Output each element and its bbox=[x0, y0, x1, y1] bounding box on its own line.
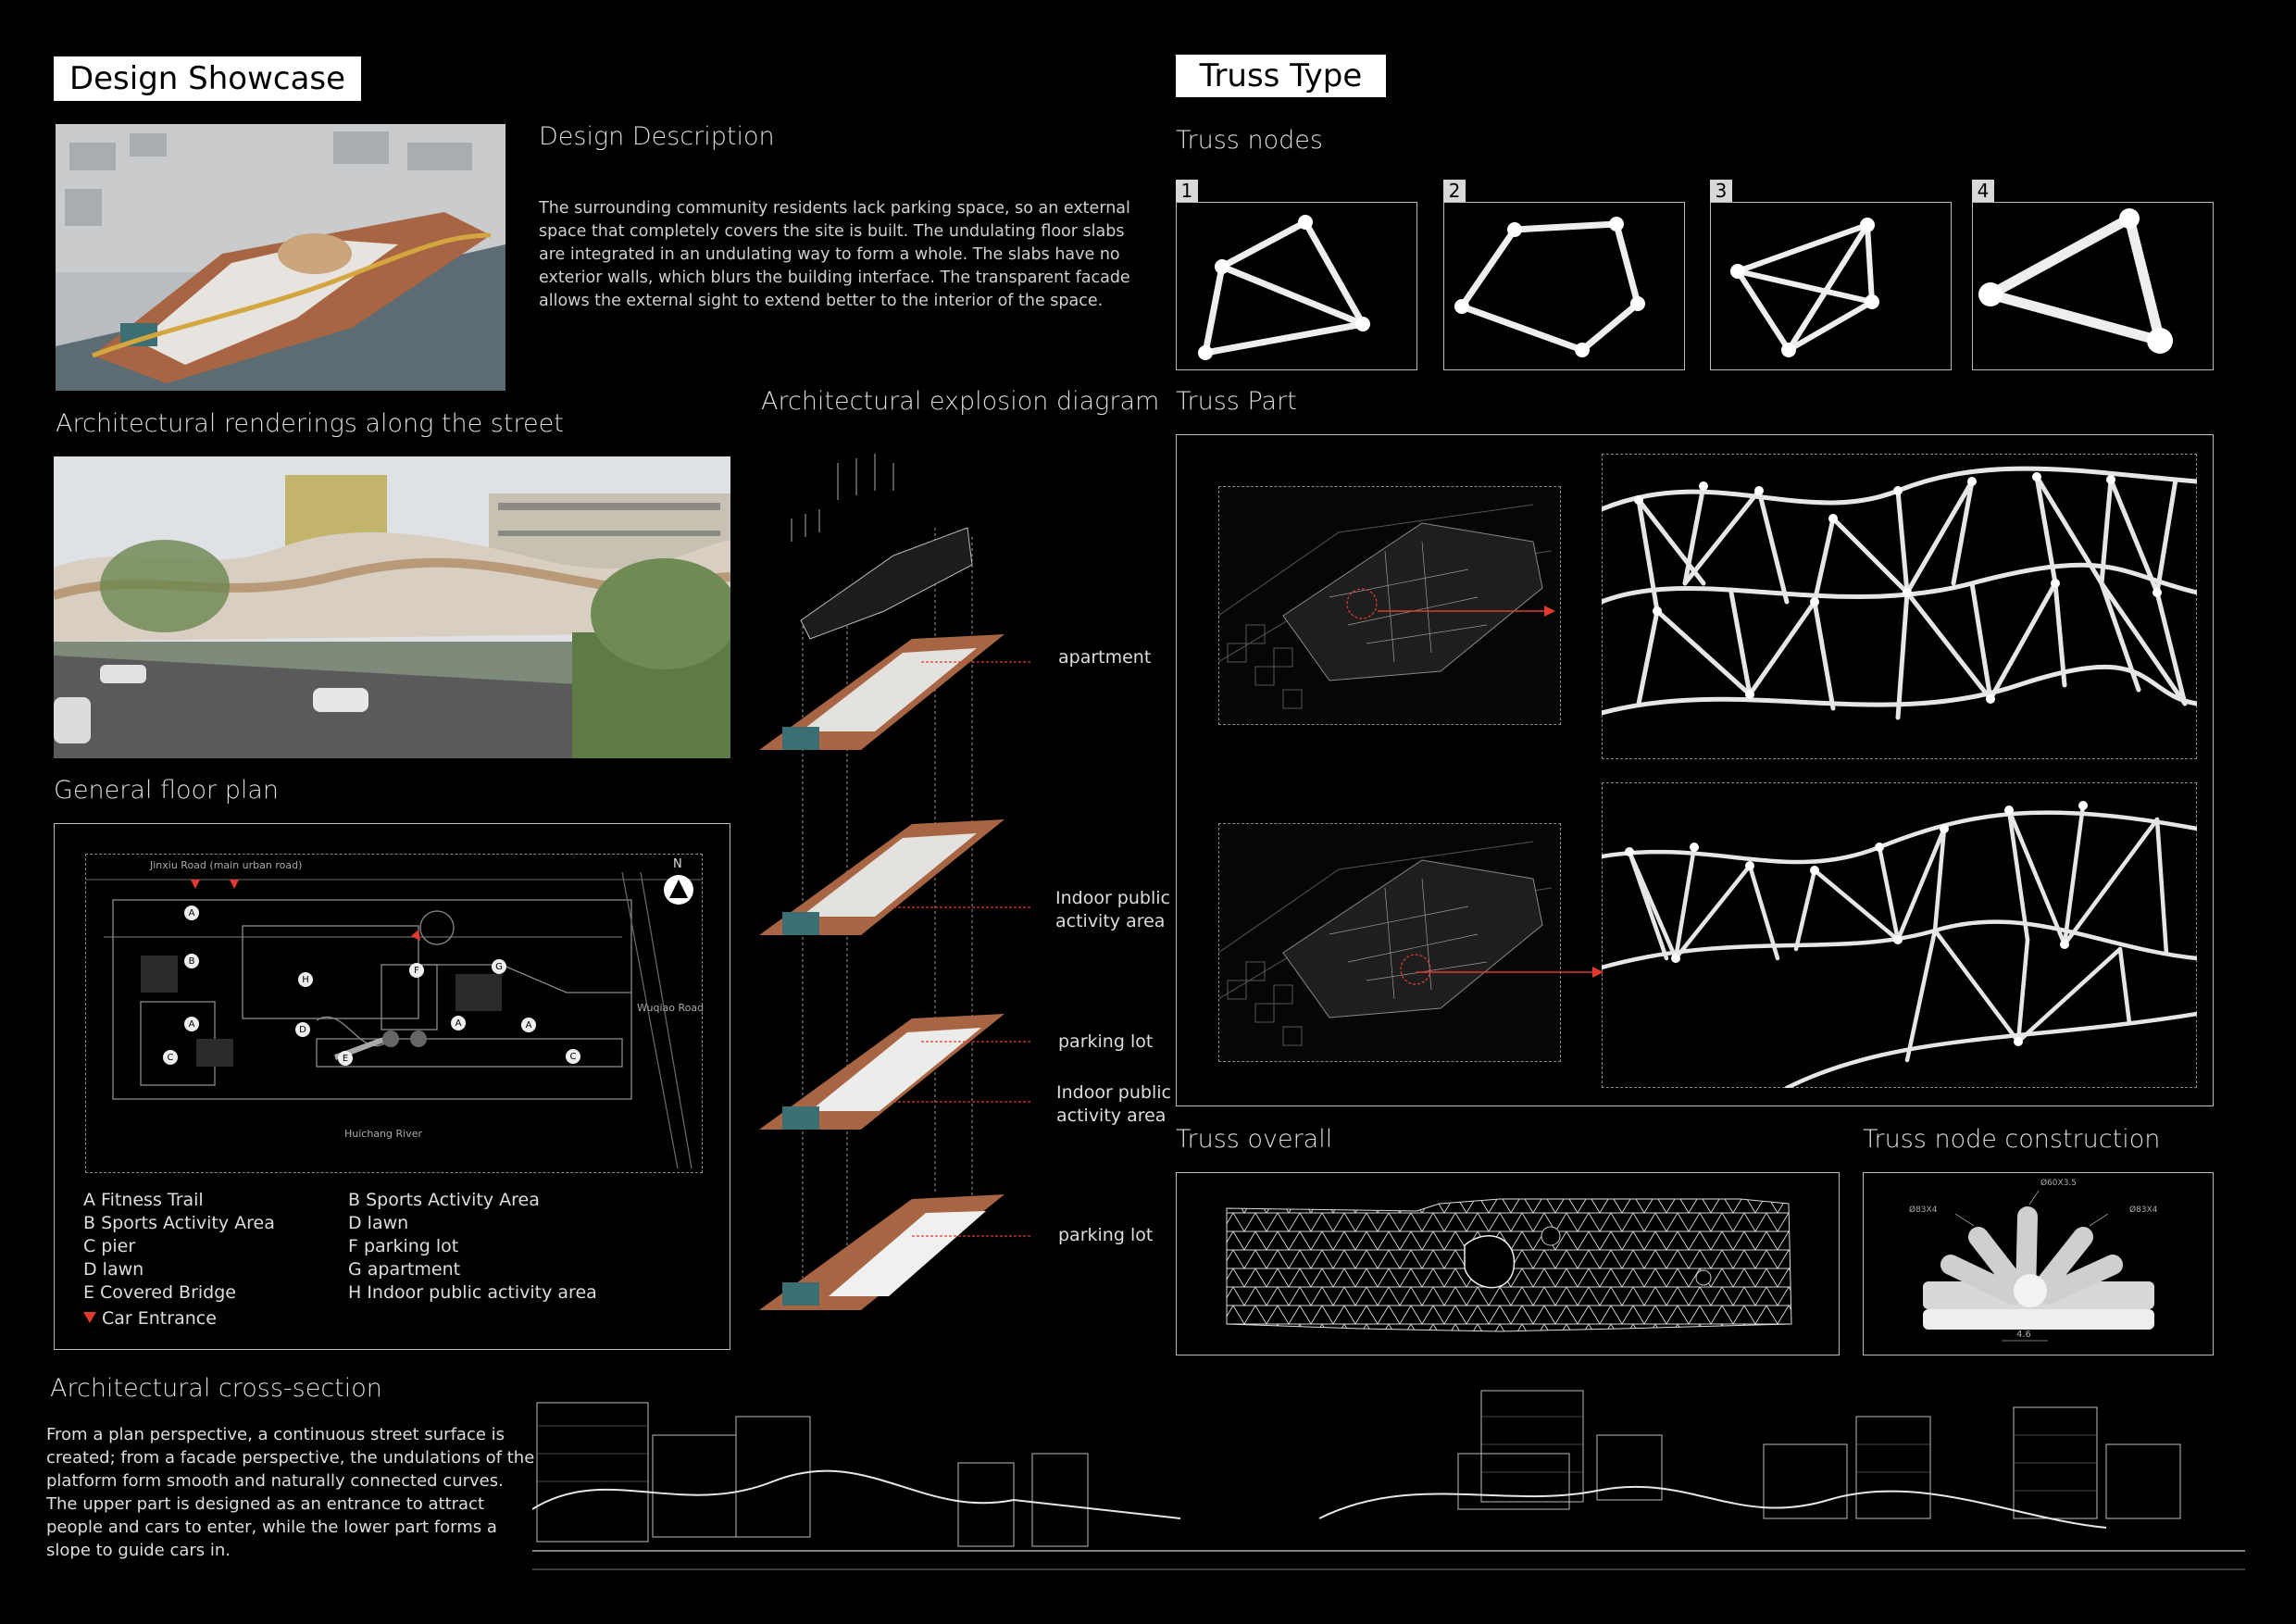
cross-section-body: From a plan perspective, a continuous street surface is created; from a facade perspective, the undulations of the platform form smooth and naturally connected curves. The upper part is designed as an entrance to attract people and cars to enter, while the lower part forms a slope to guide cars in. bbox=[46, 1425, 535, 1560]
legend-left-5: E Covered Bridge bbox=[83, 1282, 236, 1303]
truss-node-number-2: 2 bbox=[1443, 180, 1466, 202]
plan-marker-f: F bbox=[409, 963, 424, 978]
legend-left-3: C pier bbox=[83, 1236, 136, 1256]
plan-marker-a-3: A bbox=[451, 1016, 466, 1031]
legend-left-1: A Fitness Trail bbox=[83, 1190, 204, 1210]
legend-car-entrance: Car Entrance bbox=[102, 1308, 217, 1329]
explosion-label-indoor-2: Indoor public activity area bbox=[1056, 1082, 1171, 1126]
plan-marker-b-1: B bbox=[184, 954, 199, 968]
plan-marker-a-1: A bbox=[184, 906, 199, 920]
plan-marker-a-2: A bbox=[184, 1017, 199, 1031]
jinxiu-road-label: Jinxiu Road (main urban road) bbox=[150, 859, 303, 871]
plan-marker-h: H bbox=[298, 972, 313, 987]
truss-part-heading: Truss Part bbox=[1176, 387, 1297, 416]
explosion-label-parking-1: parking lot bbox=[1058, 1031, 1154, 1052]
explosion-layer-2 bbox=[759, 819, 1004, 935]
floor-plan-drawing bbox=[85, 854, 703, 1173]
truss-type-title: Truss Type bbox=[1176, 55, 1386, 97]
explosion-layer-4 bbox=[759, 1194, 1004, 1310]
north-label: N bbox=[673, 857, 682, 871]
truss-node-3-drawing bbox=[1710, 202, 1952, 370]
floor-plan-heading: General floor plan bbox=[54, 776, 280, 805]
plan-marker-c-2: C bbox=[566, 1049, 580, 1064]
wuqiao-road-label: Wuqiao Road bbox=[637, 1002, 705, 1014]
construction-dim-right: Ø83X4 bbox=[2129, 1206, 2158, 1215]
legend-left-2: B Sports Activity Area bbox=[83, 1213, 275, 1233]
truss-node-number-1: 1 bbox=[1176, 180, 1198, 202]
aerial-rendering-image bbox=[56, 124, 505, 391]
design-description-heading: Design Description bbox=[539, 122, 775, 151]
plan-marker-c-1: C bbox=[163, 1050, 178, 1065]
truss-part-detail-1-drawing bbox=[1602, 454, 2197, 759]
truss-part-connector-2 bbox=[1416, 963, 1611, 981]
truss-node-number-4: 4 bbox=[1972, 180, 1994, 202]
truss-node-4-drawing bbox=[1972, 202, 2214, 370]
car-entrance-legend-icon bbox=[83, 1311, 96, 1324]
street-rendering-art bbox=[54, 456, 730, 758]
plan-marker-a-4: A bbox=[521, 1018, 536, 1032]
truss-node-1-drawing bbox=[1176, 202, 1417, 370]
truss-overall-drawing bbox=[1222, 1194, 1796, 1333]
explosion-heading: Architectural explosion diagram bbox=[761, 387, 1160, 416]
truss-node-number-3: 3 bbox=[1710, 180, 1732, 202]
north-arrow-icon bbox=[664, 875, 693, 905]
legend-right-3: F parking lot bbox=[348, 1236, 459, 1256]
truss-nodes-heading: Truss nodes bbox=[1176, 126, 1323, 155]
aerial-rendering-art bbox=[56, 124, 505, 391]
explosion-label-parking-2: parking lot bbox=[1058, 1225, 1154, 1245]
street-rendering-image bbox=[54, 456, 730, 758]
explosion-diagram bbox=[755, 444, 1032, 1361]
truss-part-overview-2-drawing bbox=[1218, 823, 1561, 1062]
plan-marker-d: D bbox=[295, 1022, 310, 1037]
explosion-label-indoor-1: Indoor public activity area bbox=[1055, 888, 1170, 931]
truss-part-detail-2-drawing bbox=[1602, 782, 2197, 1088]
plan-marker-e: E bbox=[338, 1051, 353, 1066]
huichang-river-label: Huichang River bbox=[344, 1128, 423, 1140]
truss-overall-heading: Truss overall bbox=[1176, 1125, 1333, 1154]
truss-part-connector-1 bbox=[1378, 602, 1563, 620]
truss-node-2-drawing bbox=[1443, 202, 1685, 370]
explosion-label-apartment: apartment bbox=[1058, 647, 1152, 668]
truss-node-construction-heading: Truss node construction bbox=[1863, 1125, 2161, 1154]
design-showcase-title: Design Showcase bbox=[54, 56, 361, 101]
car-entrance-marker-2 bbox=[230, 880, 239, 889]
legend-left-4: D lawn bbox=[83, 1259, 144, 1280]
truss-node-construction-drawing bbox=[1863, 1172, 2214, 1355]
plan-marker-g: G bbox=[492, 959, 506, 974]
legend-right-2: D lawn bbox=[348, 1213, 409, 1233]
explosion-layer-3 bbox=[759, 1014, 1004, 1130]
explosion-layer-1 bbox=[759, 634, 1004, 750]
renderings-heading: Architectural renderings along the street bbox=[56, 409, 564, 438]
design-description-body: The surrounding community residents lack parking space, so an external space that completely covers the site is built. The undulating floor slabs are integrated in an undulating way to form a whole. The slabs have no exterior walls, which blurs the building interface. The transparent facade allows the external sight to extend better to the interior of the space. bbox=[539, 199, 1130, 310]
car-entrance-marker-1 bbox=[191, 880, 200, 889]
cross-section-heading: Architectural cross-section bbox=[50, 1374, 382, 1403]
construction-dim-bottom: 4.6 bbox=[2016, 1330, 2031, 1340]
construction-dim-top: Ø60X3.5 bbox=[2040, 1179, 2078, 1188]
cross-section-drawing bbox=[532, 1389, 2245, 1583]
legend-right-4: G apartment bbox=[348, 1259, 461, 1280]
construction-dim-left: Ø83X4 bbox=[1909, 1206, 1938, 1215]
legend-right-1: B Sports Activity Area bbox=[348, 1190, 540, 1210]
legend-right-5: H Indoor public activity area bbox=[348, 1282, 597, 1303]
